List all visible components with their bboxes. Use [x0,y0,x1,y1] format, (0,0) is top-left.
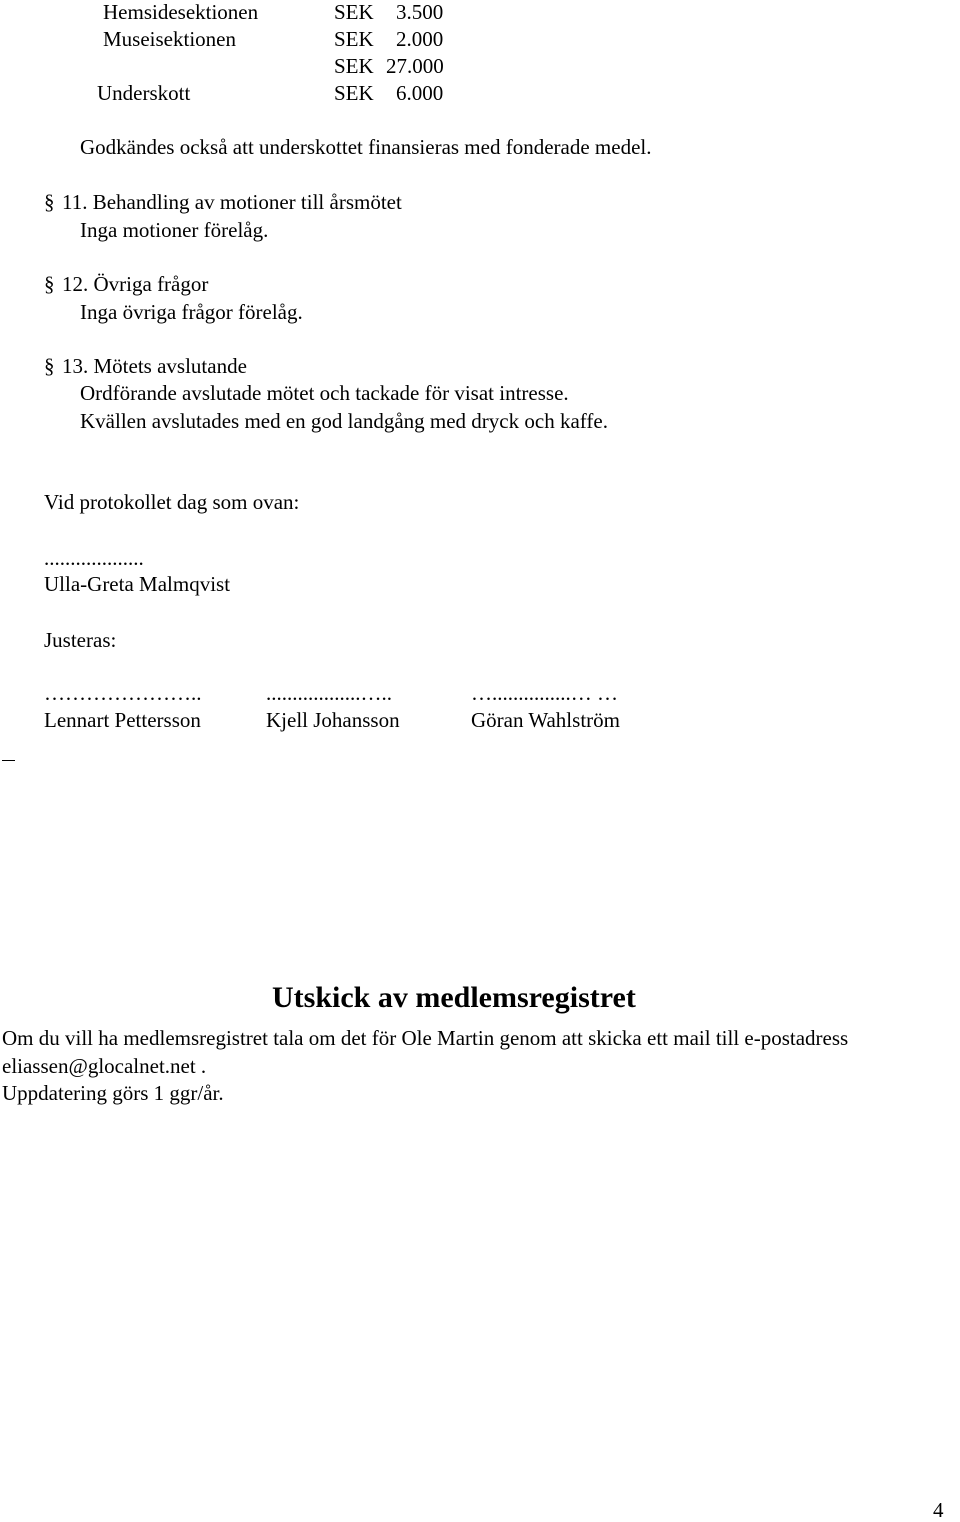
budget-row-currency: SEK [334,81,374,105]
signer-name: Lennart Pettersson [44,708,201,732]
registry-title: Utskick av medlemsregistret [272,981,636,1014]
section-heading: 12. Övriga frågor [62,272,209,296]
budget-row-currency: SEK [334,54,374,78]
budget-row-label: Underskott [97,81,191,105]
budget-row-label: Hemsidesektionen [103,0,259,24]
page-number: 4 [933,1498,944,1522]
budget-row-currency: SEK [334,27,374,51]
section-symbol: § [44,354,55,378]
section-body: Inga övriga frågor förelåg. [80,300,303,324]
section-body: Kvällen avslutades med en god landgång med dryck och kaffe. [80,409,608,433]
section-heading: 13. Mötets avslutande [62,354,247,378]
budget-row-amount: 27.000 [386,54,444,78]
registry-email: eliassen@glocalnet.net . [2,1054,207,1078]
protocol-intro: Vid protokollet dag som ovan: [44,490,300,514]
divider-dash [2,760,15,761]
section-symbol: § [44,272,55,296]
section-body: Inga motioner förelåg. [80,218,269,242]
section-body: Ordförande avslutade mötet och tackade för visat intresse. [80,381,569,405]
signature-line: ..................….. [266,681,392,705]
secretary-name: Ulla-Greta Malmqvist [44,572,231,596]
signature-line: ………………….. [44,681,202,705]
section-symbol: § [44,190,55,214]
section-heading: 11. Behandling av motioner till årsmötet [62,190,402,214]
budget-row-amount: 2.000 [396,27,444,51]
budget-row-currency: SEK [334,0,374,24]
budget-row-amount: 6.000 [396,81,444,105]
registry-text: Uppdatering görs 1 ggr/år. [2,1081,224,1105]
budget-note: Godkändes också att underskottet finansieras med fonderade medel. [80,135,652,159]
signer-name: Kjell Johansson [266,708,400,732]
signer-name: Göran Wahlström [471,708,620,732]
signature-line: …...............… … [471,681,618,705]
signature-line: ................... [44,546,144,570]
registry-text: Om du vill ha medlemsregistret tala om det för Ole Martin genom att skicka ett mail till e-postadress [2,1026,849,1050]
budget-row-amount: 3.500 [396,0,444,24]
adjust-label: Justeras: [44,628,117,652]
budget-row-label: Museisektionen [103,27,236,51]
